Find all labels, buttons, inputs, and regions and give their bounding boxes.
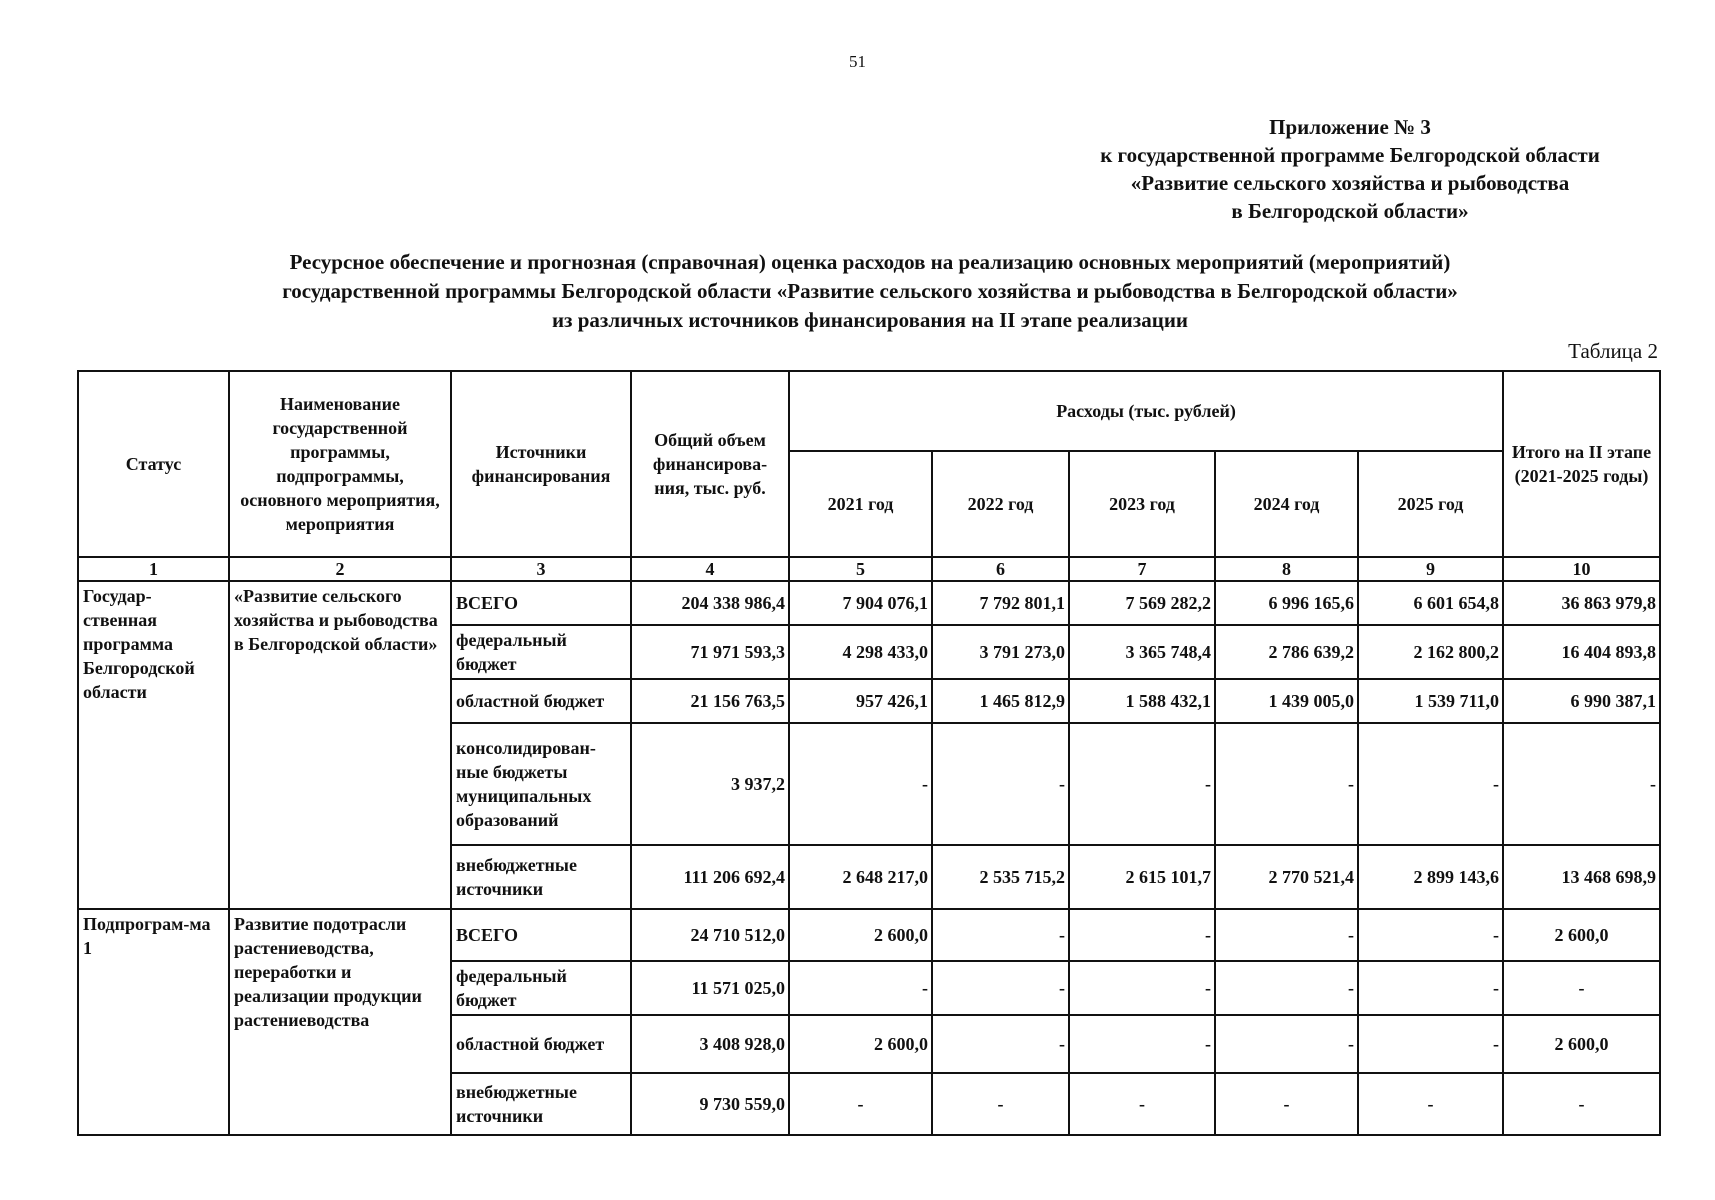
- cell-value: -: [932, 909, 1069, 961]
- header-year: 2025 год: [1358, 451, 1503, 557]
- cell-value: 6 996 165,6: [1215, 581, 1358, 625]
- appendix-line: в Белгородской области»: [1231, 199, 1469, 223]
- cell-value: -: [1358, 909, 1503, 961]
- cell-value: 111 206 692,4: [631, 845, 789, 909]
- cell-value: -: [1215, 909, 1358, 961]
- cell-value: -: [1503, 723, 1660, 845]
- cell-value: 3 365 748,4: [1069, 625, 1215, 679]
- cell-value: 6 601 654,8: [1358, 581, 1503, 625]
- cell-value: 7 569 282,2: [1069, 581, 1215, 625]
- page-number: 51: [849, 52, 866, 71]
- header-year: 2024 год: [1215, 451, 1358, 557]
- column-number: 4: [631, 557, 789, 581]
- cell-value: 3 791 273,0: [932, 625, 1069, 679]
- row-source: внебюджетные источники: [451, 1073, 631, 1135]
- cell-value: 2 600,0: [1503, 1015, 1660, 1073]
- cell-value: 6 990 387,1: [1503, 679, 1660, 723]
- title-line: из различных источников финансирования на II этапе реализации: [551, 308, 1189, 332]
- cell-value: 2 535 715,2: [932, 845, 1069, 909]
- row-source: консолидирован-ные бюджеты муниципальных образований: [451, 723, 631, 845]
- cell-value: -: [1215, 1015, 1358, 1073]
- cell-value: 71 971 593,3: [631, 625, 789, 679]
- cell-value: -: [1069, 961, 1215, 1015]
- cell-value: -: [1069, 723, 1215, 845]
- cell-value: -: [1069, 909, 1215, 961]
- column-number: 10: [1503, 557, 1660, 581]
- cell-value: 3 408 928,0: [631, 1015, 789, 1073]
- cell-value: -: [789, 961, 932, 1015]
- cell-value: 11 571 025,0: [631, 961, 789, 1015]
- table-label: Таблица 2: [1568, 339, 1658, 363]
- row-source: федеральный бюджет: [451, 961, 631, 1015]
- header-total-volume: Общий объем финансирова-ния, тыс. руб.: [631, 371, 789, 557]
- cell-value: 2 899 143,6: [1358, 845, 1503, 909]
- cell-value: 36 863 979,8: [1503, 581, 1660, 625]
- document-title: [60, 248, 1680, 335]
- cell-value: -: [932, 1073, 1069, 1135]
- cell-value: 7 792 801,1: [932, 581, 1069, 625]
- column-number: 3: [451, 557, 631, 581]
- row-source: ВСЕГО: [451, 581, 631, 625]
- cell-value: -: [789, 1073, 932, 1135]
- cell-value: -: [1069, 1015, 1215, 1073]
- cell-value: 1 465 812,9: [932, 679, 1069, 723]
- column-number: 7: [1069, 557, 1215, 581]
- row-source: федеральный бюджет: [451, 625, 631, 679]
- cell-value: 7 904 076,1: [789, 581, 932, 625]
- row-source: областной бюджет: [451, 679, 631, 723]
- cell-value: 3 937,2: [631, 723, 789, 845]
- header-sources: Источники финансирования: [451, 371, 631, 557]
- appendix-line: Приложение № 3: [1269, 115, 1431, 139]
- cell-value: 16 404 893,8: [1503, 625, 1660, 679]
- cell-value: -: [1215, 961, 1358, 1015]
- cell-value: 2 786 639,2: [1215, 625, 1358, 679]
- row-name: «Развитие сельского хозяйства и рыбоводства в Белгородской области»: [229, 581, 451, 909]
- cell-value: 204 338 986,4: [631, 581, 789, 625]
- cell-value: -: [1215, 723, 1358, 845]
- cell-value: -: [1358, 961, 1503, 1015]
- cell-value: 957 426,1: [789, 679, 932, 723]
- column-number: 8: [1215, 557, 1358, 581]
- cell-value: -: [1358, 1073, 1503, 1135]
- column-number: 2: [229, 557, 451, 581]
- cell-value: -: [1503, 1073, 1660, 1135]
- row-status: Подпрограм-ма 1: [78, 909, 229, 1135]
- cell-value: -: [1358, 1015, 1503, 1073]
- table-row: [78, 581, 1660, 625]
- cell-value: 1 439 005,0: [1215, 679, 1358, 723]
- cell-value: 24 710 512,0: [631, 909, 789, 961]
- cell-value: -: [1069, 1073, 1215, 1135]
- appendix-line: к государственной программе Белгородской области: [1100, 143, 1600, 167]
- row-source: внебюджетные источники: [451, 845, 631, 909]
- cell-value: 1 588 432,1: [1069, 679, 1215, 723]
- header-expenses: Расходы (тыс. рублей): [789, 371, 1503, 451]
- table-row: [78, 909, 1660, 961]
- title-line: государственной программы Белгородской области «Развитие сельского хозяйства и рыбоводства в Белгородской области»: [282, 279, 1458, 303]
- cell-value: 2 648 217,0: [789, 845, 932, 909]
- funding-table: [77, 370, 1661, 1136]
- cell-value: -: [789, 723, 932, 845]
- cell-value: -: [932, 723, 1069, 845]
- row-name: Развитие подотрасли растениеводства, переработки и реализации продукции растениеводства: [229, 909, 451, 1135]
- column-number-row: [78, 557, 1660, 581]
- cell-value: 4 298 433,0: [789, 625, 932, 679]
- row-source: ВСЕГО: [451, 909, 631, 961]
- cell-value: 21 156 763,5: [631, 679, 789, 723]
- cell-value: -: [932, 961, 1069, 1015]
- cell-value: 2 600,0: [789, 1015, 932, 1073]
- cell-value: -: [1215, 1073, 1358, 1135]
- header-year: 2023 год: [1069, 451, 1215, 557]
- appendix-header: [1030, 113, 1670, 225]
- cell-value: -: [1358, 723, 1503, 845]
- cell-value: 13 468 698,9: [1503, 845, 1660, 909]
- cell-value: -: [932, 1015, 1069, 1073]
- row-status: Государ-ственная программа Белгородской области: [78, 581, 229, 909]
- cell-value: 2 600,0: [1503, 909, 1660, 961]
- cell-value: 2 162 800,2: [1358, 625, 1503, 679]
- header-stage-total: Итого на II этапе (2021-2025 годы): [1503, 371, 1660, 557]
- cell-value: 1 539 711,0: [1358, 679, 1503, 723]
- cell-value: 9 730 559,0: [631, 1073, 789, 1135]
- column-number: 6: [932, 557, 1069, 581]
- column-number: 5: [789, 557, 932, 581]
- header-name: Наименование государственной программы, подпрограммы, основного мероприятия, мероприятия: [229, 371, 451, 557]
- column-number: 1: [78, 557, 229, 581]
- cell-value: 2 600,0: [789, 909, 932, 961]
- header-year: 2022 год: [932, 451, 1069, 557]
- cell-value: 2 770 521,4: [1215, 845, 1358, 909]
- title-line: Ресурсное обеспечение и прогнозная (справочная) оценка расходов на реализацию основных мероприятий (мероприятий): [289, 250, 1451, 274]
- row-source: областной бюджет: [451, 1015, 631, 1073]
- header-year: 2021 год: [789, 451, 932, 557]
- cell-value: -: [1503, 961, 1660, 1015]
- appendix-line: «Развитие сельского хозяйства и рыбоводства: [1130, 171, 1570, 195]
- cell-value: 2 615 101,7: [1069, 845, 1215, 909]
- column-number: 9: [1358, 557, 1503, 581]
- header-status: Статус: [78, 371, 229, 557]
